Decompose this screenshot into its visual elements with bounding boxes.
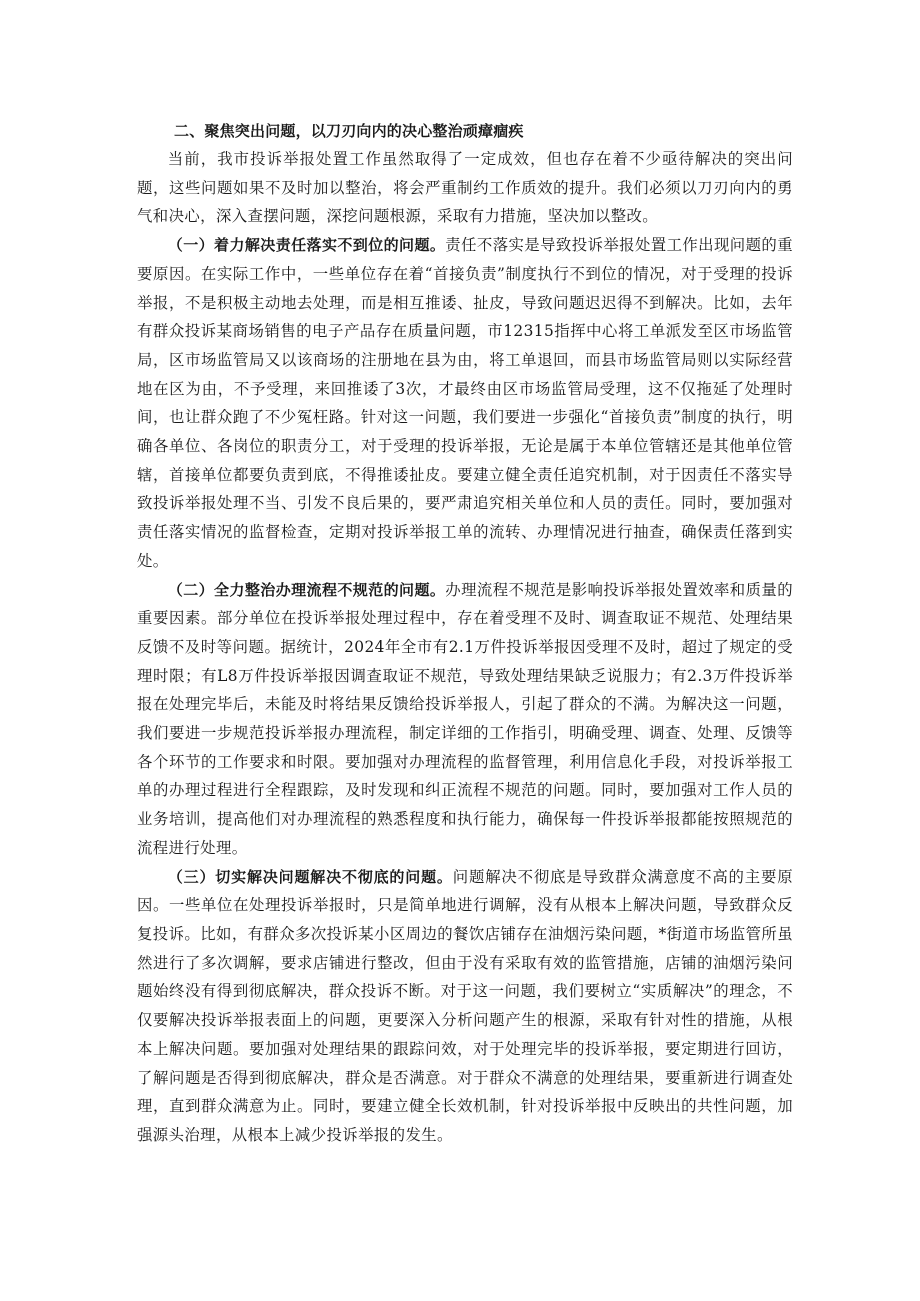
section-1-lead: （一）着力解决责任落实不到位的问题。 <box>167 236 446 255</box>
section-heading: 二、聚焦突出问题，以刀刃向内的决心整治顽瘴痼疾 <box>174 122 524 140</box>
section-1-body: 责任不落实是导致投诉举报处置工作出现问题的重要原因。在实际工作中，一些单位存在着“首接负责”制度执行不到位的情况，对于受理的投诉举报，不是积极主动地去处理，而是相互推诿、扯皮，导致问题迟迟得不到解决。比如，去年有群众投诉某商场销售的电子产品存在质量问题，市12315指挥中心将工单派发至区市场监管局，区市场监管局又以该商场的注册地在县为由，将工单退回，而县市场监管局则以实际经营地在区为由，不予受理，来回推诿了3次，才最终由区市场监管局受理，这不仅拖延了处理时间，也让群众跑了不少冤枉路。针对这一问题，我们要进一步强化“首接负责”制度的执行，明确各单位、各岗位的职责分工，对于受理的投诉举报，无论是属于本单位管辖还是其他单位管辖，首接单位都要负责到底，不得推诿扯皮。要建立健全责任追究机制，对于因责任不落实导致投诉举报处理不当、引发不良后果的，要严肃追究相关单位和人员的责任。同时，要加强对责任落实情况的监督检查，定期对投诉举报工单的流转、办理情况进行抽查，确保责任落到实处。 <box>137 236 793 570</box>
section-2-body: 办理流程不规范是影响投诉举报处置效率和质量的重要因素。部分单位在投诉举报处理过程中，存在着受理不及时、调查取证不规范、处理结果反馈不及时等问题。据统计，2024年全市有2.1万件投诉举报因受理不及时，超过了规定的受理时限；有L8万件投诉举报因调查取证不规范，导致处理结果缺乏说服力；有2.3万件投诉举报在处理完毕后，未能及时将结果反馈给投诉举报人，引起了群众的不满。为解决这一问题，我们要进一步规范投诉举报办理流程，制定详细的工作指引，明确受理、调查、处理、反馈等各个环节的工作要求和时限。要加强对办理流程的监督管理，利用信息化手段，对投诉举报工单的办理过程进行全程跟踪，及时发现和纠正流程不规范的问题。同时，要加强对工作人员的业务培训，提高他们对办理流程的熟悉程度和执行能力，确保每一件投诉举报都能按照规范的流程进行处理。 <box>137 580 793 857</box>
document-page <box>137 117 793 1150</box>
section-3-lead: （三）切实解决问题解决不彻底的问题。 <box>167 867 453 886</box>
section-1-paragraph <box>137 231 793 575</box>
section-3-paragraph <box>137 863 793 1150</box>
section-2-lead: （二）全力整治办理流程不规范的问题。 <box>167 580 446 599</box>
intro-paragraph: 当前，我市投诉举报处置工作虽然取得了一定成效，但也存在着不少亟待解决的突出问题，这些问题如果不及时加以整治，将会严重制约工作质效的提升。我们必须以刀刃向内的勇气和决心，深入查摆问题，深挖问题根源，采取有力措施，坚决加以整改。 <box>137 150 793 226</box>
section-3-body: 问题解决不彻底是导致群众满意度不高的主要原因。一些单位在处理投诉举报时，只是简单地进行调解，没有从根本上解决问题，导致群众反复投诉。比如，有群众多次投诉某小区周边的餐饮店铺存在油烟污染问题，*街道市场监管所虽然进行了多次调解，要求店铺进行整改，但由于没有采取有效的监管措施，店铺的油烟污染问题始终没有得到彻底解决，群众投诉不断。对于这一问题，我们要树立“实质解决”的理念，不仅要解决投诉举报表面上的问题，更要深入分析问题产生的根源，采取有针对性的措施，从根本上解决问题。要加强对处理结果的跟踪问效，对于处理完毕的投诉举报，要定期进行回访，了解问题是否得到彻底解决，群众是否满意。对于群众不满意的处理结果，要重新进行调查处理，直到群众满意为止。同时，要建立健全长效机制，针对投诉举报中反映出的共性问题，加强源头治理，从根本上减少投诉举报的发生。 <box>137 867 793 1144</box>
section-2-paragraph <box>137 576 793 863</box>
